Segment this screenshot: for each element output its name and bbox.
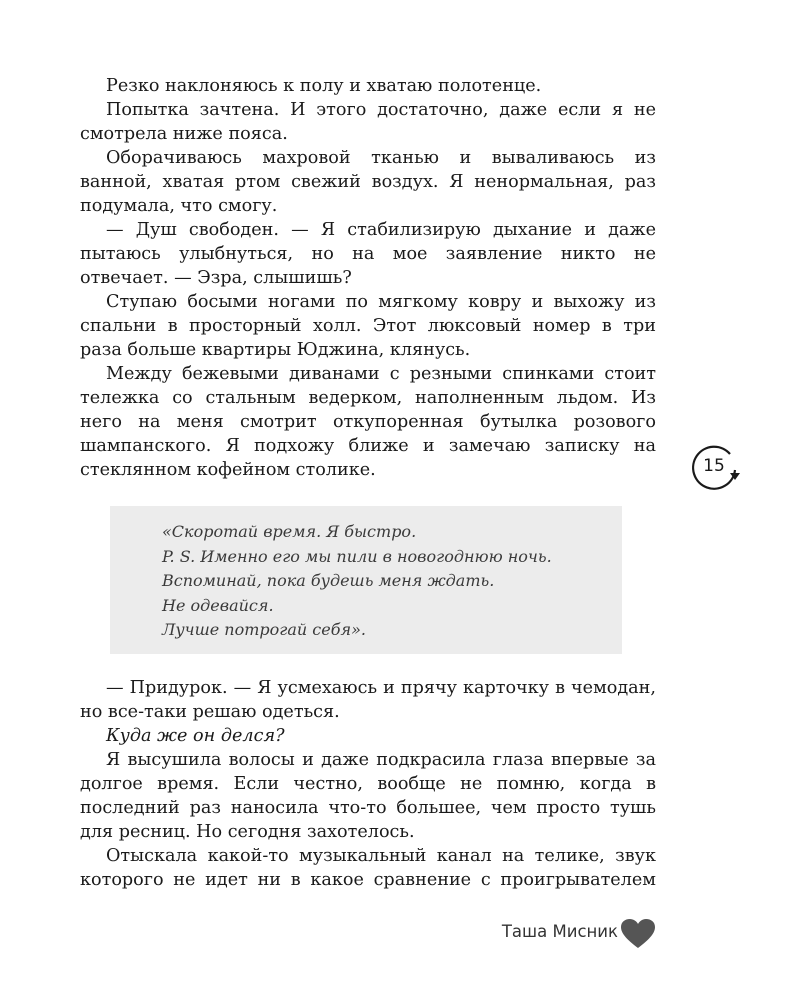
note-line: Не одевайся. — [162, 595, 274, 615]
note-card — [110, 506, 622, 654]
paragraph-italic: Куда же он делся? — [106, 726, 285, 746]
body-text-before-note — [80, 74, 656, 482]
note-text — [162, 520, 552, 643]
paragraph: Попытка зачтена. И этого достаточно, даже если я не смотрела ниже пояса. — [80, 100, 656, 144]
footer — [470, 918, 670, 950]
author-name: Таша Мисник — [501, 922, 618, 941]
paragraph: Между бежевыми диванами с резными спинками стоит тележка со стальным ведерком, наполненным льдом. Из него на меня смотрит откупоренная бутылка розового шампанского. Я подхожу ближе и замечаю записку на стеклянном кофейном столике. — [80, 364, 656, 480]
body-text-after-note — [80, 676, 656, 892]
heart-icon — [620, 918, 656, 950]
page-number-badge — [686, 444, 742, 492]
paragraph: Резко наклоняюсь к полу и хватаю полотенце. — [106, 76, 542, 96]
page-number: 15 — [703, 456, 725, 476]
paragraph: — Душ свободен. — Я стабилизирую дыхание и даже пытаюсь улыбнуться, но на мое заявление никто не отвечает. — Эзра, слышишь? — [80, 220, 656, 288]
paragraph: Отыскала какой-то музыкальный канал на телике, звук которого не идет ни в какое сравнение с проигрывателем — [80, 846, 656, 890]
paragraph: — Придурок. — Я усмехаюсь и прячу карточку в чемодан, но все-таки решаю одеться. — [80, 678, 656, 722]
paragraph: Я высушила волосы и даже подкрасила глаза впервые за долгое время. Если честно, вообще не помню, когда в последний раз наносила что-то большее, чем просто тушь для ресниц. Но сегодня захотелось. — [80, 750, 656, 842]
note-line: Вспоминай, пока будешь меня ждать. — [162, 571, 495, 590]
note-line: «Скоротай время. Я быстро. — [162, 522, 417, 541]
paragraph: Ступаю босыми ногами по мягкому ковру и выхожу из спальни в просторный холл. Этот люксовый номер в три раза больше квартиры Юджина, клянусь. — [80, 292, 656, 360]
note-line: Лучше потрогай себя». — [162, 620, 366, 639]
note-line: P. S. Именно его мы пили в новогоднюю ночь. — [162, 546, 552, 566]
paragraph: Оборачиваюсь махровой тканью и вываливаюсь из ванной, хватая ртом свежий воздух. Я ненормальная, раз подумала, что смогу. — [80, 148, 656, 216]
